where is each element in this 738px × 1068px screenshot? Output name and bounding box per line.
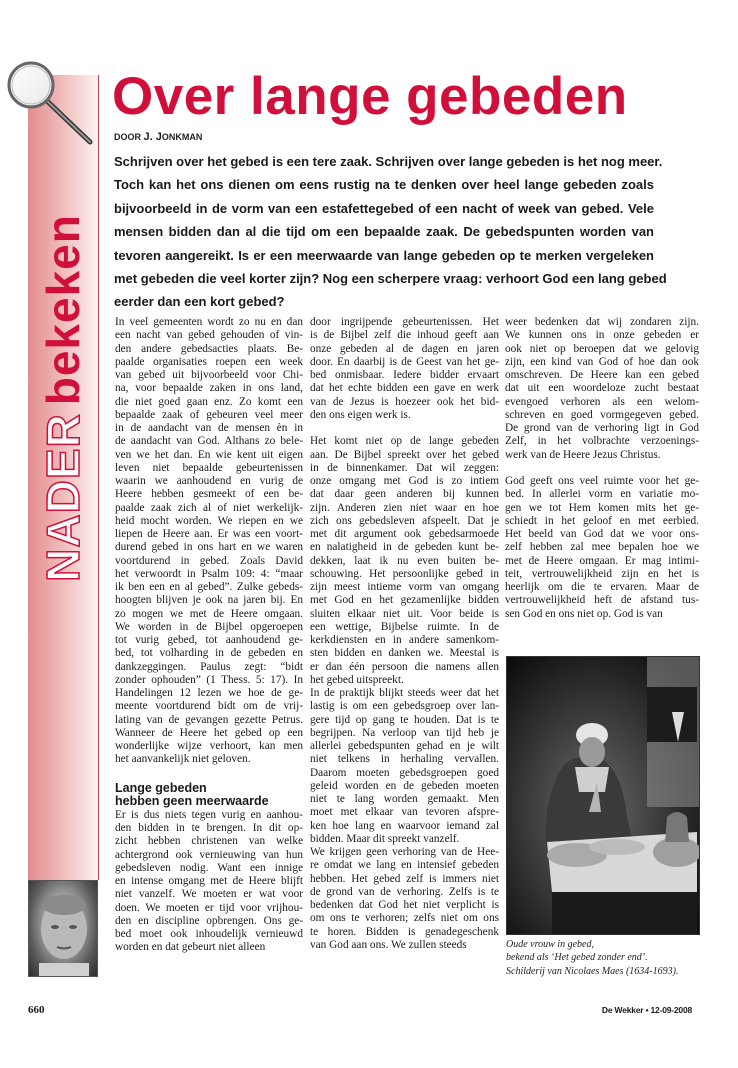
- text-line: en nalatigheid in de gebeden kunt be-: [310, 541, 499, 554]
- text-line: bed onmisbaar. Iedere bidder ervaart: [310, 369, 499, 381]
- text-line: kerkdiensten en in andere samenkom-: [310, 634, 499, 646]
- text-line: paalde zaak zich al of niet werkelijk-: [115, 501, 303, 514]
- text-line: onze gebeden al de dagen en jaren: [310, 342, 499, 355]
- text-line: een wettige, Bijbelse ruimte. In de: [310, 620, 499, 633]
- text-line: ken hoe lang en waarvoor iemand zal: [310, 819, 499, 832]
- text-line: Daarom moeten gebedsgroepen goed: [310, 766, 499, 779]
- byline-prefix: DOOR: [114, 132, 141, 142]
- text-line: den andere gebedsacties plaats. Be-: [115, 342, 303, 355]
- subheading-line: hebben geen meerwaarde: [115, 794, 269, 809]
- text-line: paalde organisaties roepen een week: [115, 355, 303, 368]
- text-line: ven we het dan. En wie kent uit eigen: [115, 448, 303, 461]
- column-1: [115, 316, 303, 955]
- magnifying-glass-icon: [4, 58, 104, 148]
- text-line: na, voor bepaalde zaken in ons land,: [115, 382, 303, 395]
- text-line: ook niet op beroepen dat we gelovig: [505, 342, 699, 355]
- text-line: zo mogen we met de Heere omgaan.: [115, 607, 303, 620]
- paragraph: [505, 316, 699, 462]
- text-line: Zelf, in het volbrachte verzoenings-: [505, 435, 699, 448]
- text-line: sen God en ons niet op. God is van: [505, 607, 663, 620]
- paragraph: [310, 846, 499, 952]
- text-line: lastig is om een gebedsgroep over lan-: [310, 700, 499, 713]
- caption-line: Oude vrouw in gebed,: [506, 939, 594, 950]
- subheading-line: Lange gebeden: [115, 780, 207, 795]
- text-line: schouwing. Het persoonlijke gebed in: [310, 567, 499, 580]
- text-line: te horen. Bidden is genadegeschenk: [310, 925, 499, 938]
- text-line: In de praktijk blijkt steeds weer dat het: [310, 687, 499, 699]
- text-line: re omdat we lang en intensief gebeden: [310, 859, 499, 872]
- text-line: met gebeden die veel korter zijn? Nog een scherpere vraag: verhoort God een lang gebed: [114, 271, 667, 287]
- text-line: met dit argument ook gebedsarmoede: [310, 528, 499, 540]
- article-title: Over lange gebeden: [112, 67, 628, 126]
- publication-footer: De Wekker • 12-09-2008: [601, 1005, 692, 1015]
- text-line: in de binnenkamer. Dat wil zeggen:: [310, 461, 499, 474]
- text-line: dat uit een woordeloze zucht bestaat: [505, 382, 699, 395]
- text-line: doen. We moeten er tijd voor vrijhou-: [115, 901, 303, 914]
- section-label-bekeken: bekeken: [37, 214, 89, 406]
- text-line: heid mocht worden. We riepen en we: [115, 514, 303, 527]
- caption-line: bekend als ‘Het gebed zonder end’.: [506, 952, 648, 964]
- text-line: durend gebed in ons hart en we waren: [115, 541, 303, 554]
- painting-image: [506, 656, 700, 935]
- text-line: het gebed uitspreekt.: [310, 673, 404, 686]
- text-line: evengoed verhoren als een welom-: [505, 395, 699, 408]
- text-line: De grond van de verhoring ligt in God: [505, 422, 699, 434]
- text-line: zijn. Anderen zien niet waar en hoe: [310, 501, 499, 514]
- text-line: hoogten blijven je ook na jaren bij. En: [115, 594, 303, 607]
- text-line: allerlei gebedspunten gehad en je wilt: [310, 740, 499, 752]
- caption-line: Schilderij van Nicolaes Maes (1634-1693).: [506, 965, 679, 977]
- text-line: Heere hebben gesmeekt of een be-: [115, 488, 303, 501]
- text-line: weer bedenken dat wij zondaren zijn.: [505, 316, 699, 328]
- text-line: van God aan ons. We zullen steeds: [310, 938, 467, 951]
- text-line: hebben. Het gebed zelf is immers niet: [310, 872, 499, 885]
- article-intro: [114, 150, 667, 314]
- byline-author: ONKMAN: [161, 132, 203, 142]
- text-line: achtergrond ook vernieuwing van hun: [115, 848, 303, 861]
- text-line: die niet goed gaan enz. Zo komt een: [115, 395, 303, 408]
- text-line: God geeft ons veel ruimte voor het ge-: [505, 475, 699, 487]
- text-line: een nacht van gebed gehouden of vin-: [115, 329, 303, 342]
- text-line: den en discipline opbrengen. Ons ge-: [115, 914, 303, 927]
- text-line: met de Heere omgaan. Er mag intimi-: [505, 554, 699, 567]
- text-line: We krijgen geen verhoring van de Hee-: [310, 846, 499, 858]
- text-line: eerder dan een kort gebed?: [114, 294, 285, 310]
- text-line: onze omgang met God is zo intiem: [310, 475, 499, 487]
- text-line: aan. De Bijbel spreekt over het gebed: [310, 448, 499, 461]
- text-line: bidden. Maar dit spreekt vanzelf.: [310, 832, 460, 845]
- text-line: en intense omgang met de Heere blijft: [115, 875, 303, 887]
- text-line: voortdurend in gebed. Zoals David: [115, 554, 303, 567]
- paragraph: [310, 435, 499, 687]
- text-line: de grond van de verhoring. Zelfs is te: [310, 885, 499, 898]
- text-line: vertrouwelijkheid heft de afstand tus-: [505, 594, 699, 607]
- text-line: niet vanzelf. We moeten er wat voor: [115, 888, 303, 901]
- text-line: Het komt niet op de lange gebeden: [310, 435, 499, 448]
- text-line: omschreven. De Heere kan een gebed: [505, 369, 699, 381]
- text-line: door ingrijpende gebeurtenissen. Het: [310, 316, 499, 328]
- paragraph: [115, 316, 303, 767]
- text-line: niet telkens in herhaling vervallen.: [310, 753, 499, 766]
- text-line: bed moet ook inhoudelijk vernieuwd: [115, 928, 303, 940]
- text-line: heerlijk om die te ervaren. Maar de: [505, 581, 699, 593]
- byline: [114, 131, 202, 143]
- text-line: zijn meest intieme vorm van omgang: [310, 581, 499, 593]
- text-line: dankzeggingen. Paulus zegt: “bidt: [115, 660, 303, 673]
- text-line: dat het echte bidden een gave en werk: [310, 382, 499, 395]
- text-line: meente voortdurend bidt om de vrij-: [115, 700, 303, 713]
- text-line: gere tijd op gang te houden. Dat is te: [310, 713, 499, 726]
- text-line: schiedt in het geloof en met eerbied.: [505, 514, 699, 527]
- text-line: Wanneer de Heere het gebed op een: [115, 726, 303, 739]
- text-line: moet met elkaar van tevoren afspre-: [310, 806, 499, 819]
- text-line: Schrijven over het gebed is een tere zaak. Schrijven over lange gebeden is het nog meer.: [114, 154, 663, 169]
- text-line: In veel gemeenten wordt zo nu en dan: [115, 316, 303, 328]
- text-line: er dan één persoon die namens allen: [310, 660, 499, 673]
- text-line: zelf hebben zal mee bepalen hoe we: [505, 541, 699, 554]
- paragraph: [505, 475, 699, 621]
- text-line: bedenken dat God het niet verplicht is: [310, 899, 499, 911]
- text-line: zonder ophouden” (1 Thess. 5: 17). In: [115, 673, 303, 686]
- byline-initial: J. J: [143, 131, 162, 143]
- text-line: zich ons gebedsleven afspeelt. Dat je: [310, 514, 499, 527]
- text-line: mensen bidden dan al die tijd om een bepaalde zaak. De gebedspunten worden van: [114, 224, 654, 240]
- text-line: door. En daarbij is de Geest van het ge-: [310, 355, 499, 368]
- text-line: is de Bijbel zelf die inhoud geeft aan: [310, 329, 499, 342]
- text-line: geleid worden en de gebeden moeten: [310, 779, 499, 792]
- paragraph: [310, 687, 499, 846]
- text-line: bed, tot volharding in de gebeden en: [115, 647, 303, 660]
- text-line: worden en dat gebeurt niet alleen: [115, 941, 266, 954]
- text-line: Het beeld van God dat we voor ons-: [505, 528, 699, 540]
- text-line: dat daar geen anderen bij kunnen: [310, 488, 499, 501]
- text-line: gen we tot Hem komen mits het ge-: [505, 501, 699, 514]
- text-line: den ons eigen werk is.: [310, 408, 411, 421]
- text-line: ik ben een en al gebed”. Zulke gebeds-: [115, 581, 303, 593]
- text-line: We kunnen ons in onze gebeden er: [505, 329, 699, 342]
- text-line: wonderlijke wijze verhoort, kan men: [115, 740, 303, 752]
- section-label: [28, 128, 98, 668]
- text-line: schreven en goed vormgegeven gebed.: [505, 408, 699, 421]
- text-line: leven niet bepaalde gebeurtenissen: [115, 461, 303, 474]
- text-line: lating van de gevangen gezette Petrus.: [115, 713, 303, 726]
- text-line: bed. In allerlei vorm en variatie mo-: [505, 488, 699, 501]
- text-line: tot vurig gebed, tot aanhoudend ge-: [115, 634, 303, 646]
- text-line: We worden in de Bijbel opgeroepen: [115, 620, 303, 633]
- text-line: werk van de Heere Jezus Christus.: [505, 448, 661, 461]
- text-line: sluiten elkaar niet uit. Voor beide is: [310, 607, 499, 620]
- text-line: sten bidden en danken we. Meestal is: [310, 647, 499, 660]
- text-line: om ons te verhoren; zelfs niet om ons: [310, 912, 499, 925]
- page-number: 660: [28, 1004, 45, 1016]
- text-line: Toch kan het ons dienen om eens rustig na te denken over heel lange gebeden zoals: [114, 177, 654, 193]
- text-line: liepen de Heere aan. Er was een voort-: [115, 528, 303, 540]
- text-line: Er is dus niets tegen vurig en aanhou-: [115, 808, 303, 821]
- column-2: [310, 316, 499, 952]
- text-line: zicht hebben christenen van welke: [115, 835, 303, 848]
- text-line: de aandacht van God. Althans zo bele-: [115, 435, 303, 448]
- paragraph: [310, 316, 499, 422]
- text-line: het verwoordt in Psalm 109: 4: “maar: [115, 567, 303, 580]
- section-label-nader: NADER: [37, 413, 89, 582]
- text-line: tevoren aangereikt. Is er een meerwaarde van lange gebeden op te merken vergeleken: [114, 247, 654, 263]
- text-line: van gebed uit bijvoorbeeld voor Chi-: [115, 369, 303, 381]
- paragraph: [115, 809, 303, 955]
- column-3: [505, 316, 699, 621]
- text-line: van de Jezus is hoezeer ook het bid-: [310, 395, 499, 408]
- text-line: niet te lang worden gemaakt. Men: [310, 793, 499, 805]
- text-line: bepaalde zaak of gebeuren veel meer: [115, 408, 303, 421]
- subheading: [115, 782, 303, 809]
- painting-caption: [506, 938, 678, 978]
- text-line: het aanvankelijk niet geloven.: [115, 753, 251, 766]
- text-line: waarin we aanhoudend en vurig de: [115, 475, 303, 487]
- text-line: in de aandacht van de mensen èn in: [115, 422, 303, 434]
- author-photo: [28, 880, 98, 977]
- text-line: teit, vertrouwelijkheid zijn en het is: [505, 567, 699, 580]
- text-line: bijvoorbeeld in de vorm van een estafettegebed of een nacht of week van gebed. Vele: [114, 200, 654, 216]
- text-line: Handelingen 12 lezen we hoe de ge-: [115, 687, 303, 699]
- text-line: den bidden in te brengen. In dit op-: [115, 822, 303, 834]
- text-line: gebedsleven nodig. Want een innige: [115, 861, 303, 874]
- text-line: zijn, een kind van God of hoe dan ook: [505, 355, 699, 368]
- text-line: begrijpen. Na verloop van tijd heb je: [310, 726, 499, 739]
- text-line: met God en het gezamenlijke bidden: [310, 594, 499, 607]
- text-line: dekken, laat ik nu even buiten be-: [310, 554, 499, 567]
